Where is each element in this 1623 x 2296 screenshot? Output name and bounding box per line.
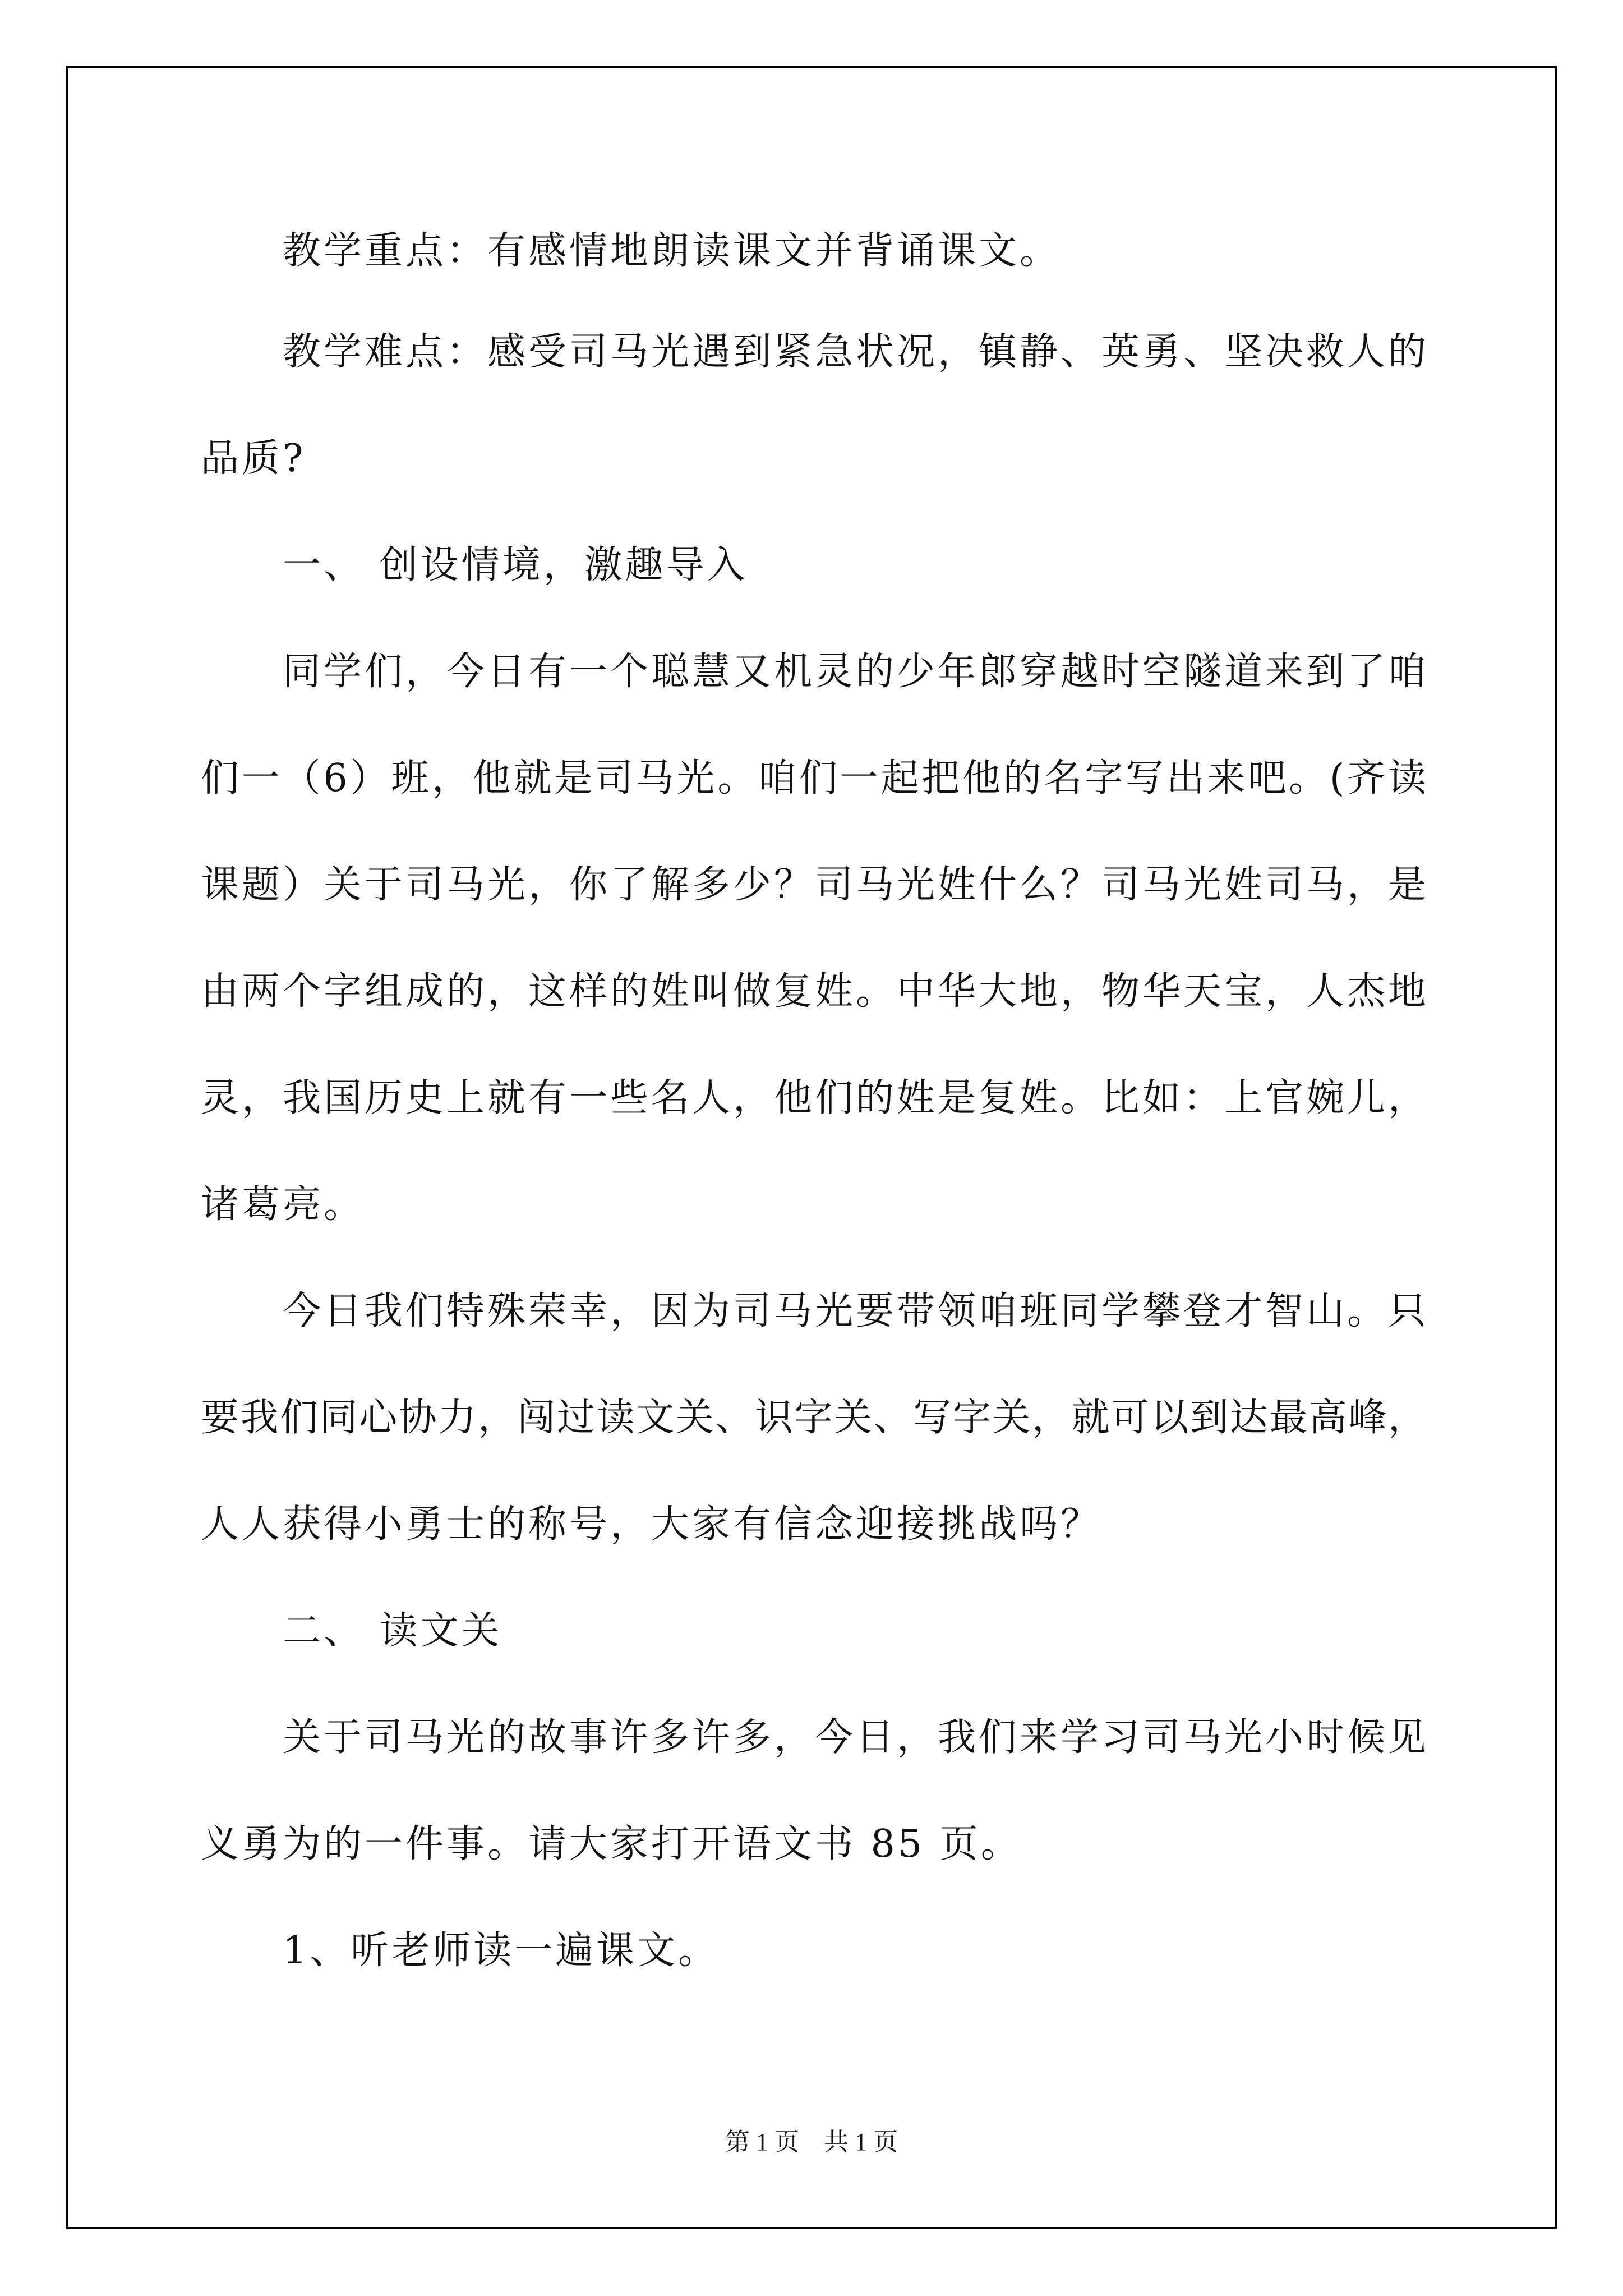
page-border [66, 66, 1557, 2229]
paragraph-line: 关于司马光的故事许多许多，今日，我们来学习司马光小时候见 [201, 1715, 1426, 1760]
paragraph-line: 1、听老师读一遍课文。 [201, 1929, 720, 1973]
section-heading: 二、 读文关 [201, 1609, 502, 1653]
section-heading: 一、 创设情境，激趣导入 [201, 543, 748, 587]
paragraph-line: 由两个字组成的，这样的姓叫做复姓。中华大地，物华天宝，人杰地 [201, 969, 1426, 1014]
paragraph-line: 诸葛亮。 [201, 1182, 365, 1227]
paragraph-line: 教学重点：有感情地朗读课文并背诵课文。 [201, 229, 1061, 273]
paragraph-line: 今日我们特殊荣幸，因为司马光要带领咱班同学攀登才智山。只 [201, 1289, 1426, 1333]
paragraph-line: 同学们，今日有一个聪慧又机灵的少年郎穿越时空隧道来到了咱 [201, 650, 1426, 694]
paragraph-line: 人人获得小勇士的称号，大家有信念迎接挑战吗？ [201, 1502, 1102, 1547]
paragraph-line: 品质? [201, 436, 306, 481]
paragraph-line: 要我们同心协力，闯过读文关、识字关、写字关，就可以到达最高峰， [201, 1396, 1426, 1440]
paragraph-line: 教学难点：感受司马光遇到紧急状况，镇静、英勇、坚决救人的 [201, 330, 1426, 374]
paragraph-line: 们一（6）班，他就是司马光。咱们一起把他的名字写出来吧。(齐读 [201, 756, 1426, 800]
paragraph-line: 义勇为的一件事。请大家打开语文书 85 页。 [201, 1822, 1022, 1866]
page-footer: 第 1 页 共 1 页 [725, 2128, 898, 2156]
paragraph-line: 课题）关于司马光，你了解多少？司马光姓什么？司马光姓司马，是 [201, 863, 1426, 907]
paragraph-line: 灵，我国历史上就有一些名人，他们的姓是复姓。比如：上官婉儿， [201, 1076, 1426, 1120]
